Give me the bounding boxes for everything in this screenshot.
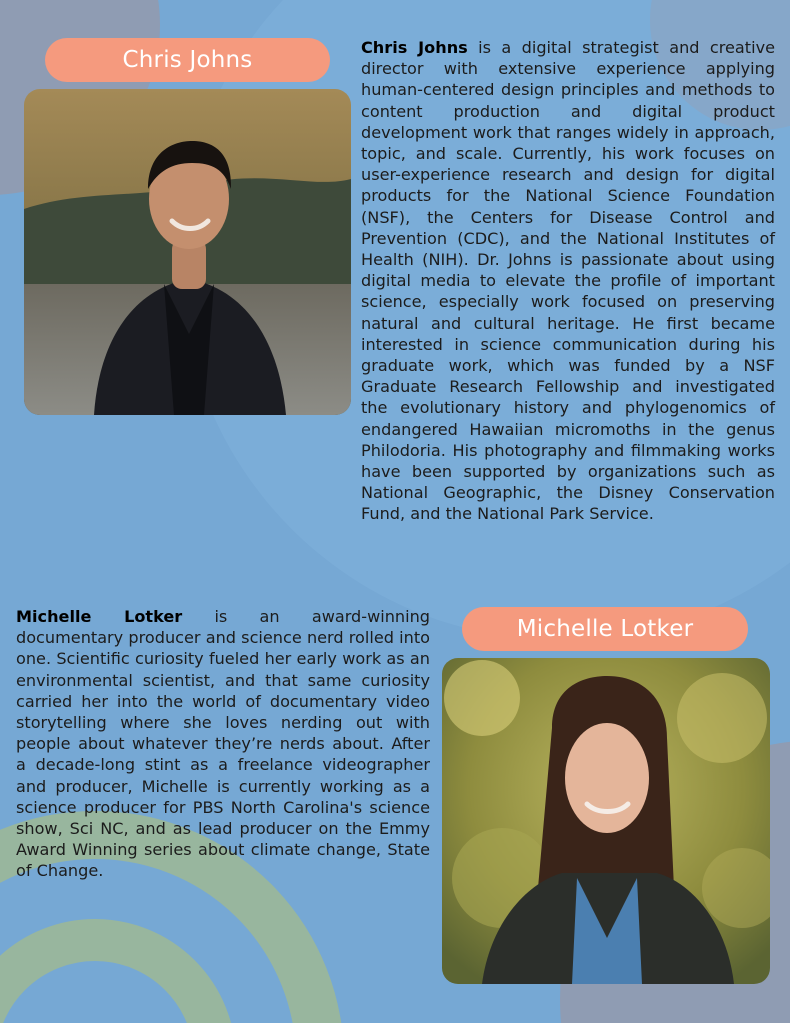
bio-name-michelle-lotker: Michelle Lotker [16, 607, 183, 626]
portrait-photo-icon [24, 89, 351, 415]
name-pill-michelle-lotker: Michelle Lotker [462, 607, 748, 651]
bio-text-chris-johns: is a digital strategist and creative director with extensive experience applying human-centered design principles and methods to content production and digital product development work that ranges widely in approach, topic, and scale. Currently, his work focuses on user-experience research and design for digital products for the National Science Foundation (NSF), the Centers for Disease Control and Prevention (CDC), and the National Institutes of Health (NIH). Dr. Johns is passionate about using digital media to elevate the profile of important science, especially work focused on preserving natural and cultural heritage. He first became interested in science communication during his graduate work, which was funded by a NSF Graduate Research Fellowship and investigated the evolutionary history and phylogenomics of endangered Hawaiian micromoths in the genus Philodoria. His photography and filmmaking works have been supported by organizations such as National Geographic, the Disney Conservation Fund, and the National Park Service. [361, 38, 775, 524]
bio-michelle-lotker [16, 606, 430, 882]
portrait-photo-icon-michelle [442, 658, 770, 984]
portrait-photo-icon-chris [24, 89, 351, 415]
portrait-photo-icon [442, 658, 770, 984]
bio-name-chris-johns: Chris Johns [361, 38, 468, 57]
bio-text-michelle-lotker: is an award-winning documentary producer and science nerd rolled into one. Scientific curiosity fueled her early work as an environmental scientist, and that same curiosity carried her into the world of documentary video storytelling where she loves nerding out with people about whatever they’re nerds about. After a decade-long stint as a freelance videographer and producer, Michelle is currently working as a science producer for PBS North Carolina's science show, Sci NC, and as lead producer on the Emmy Award Winning series about climate change, State of Change. [16, 607, 430, 881]
name-pill-chris-johns: Chris Johns [45, 38, 330, 82]
bio-chris-johns [361, 37, 775, 525]
